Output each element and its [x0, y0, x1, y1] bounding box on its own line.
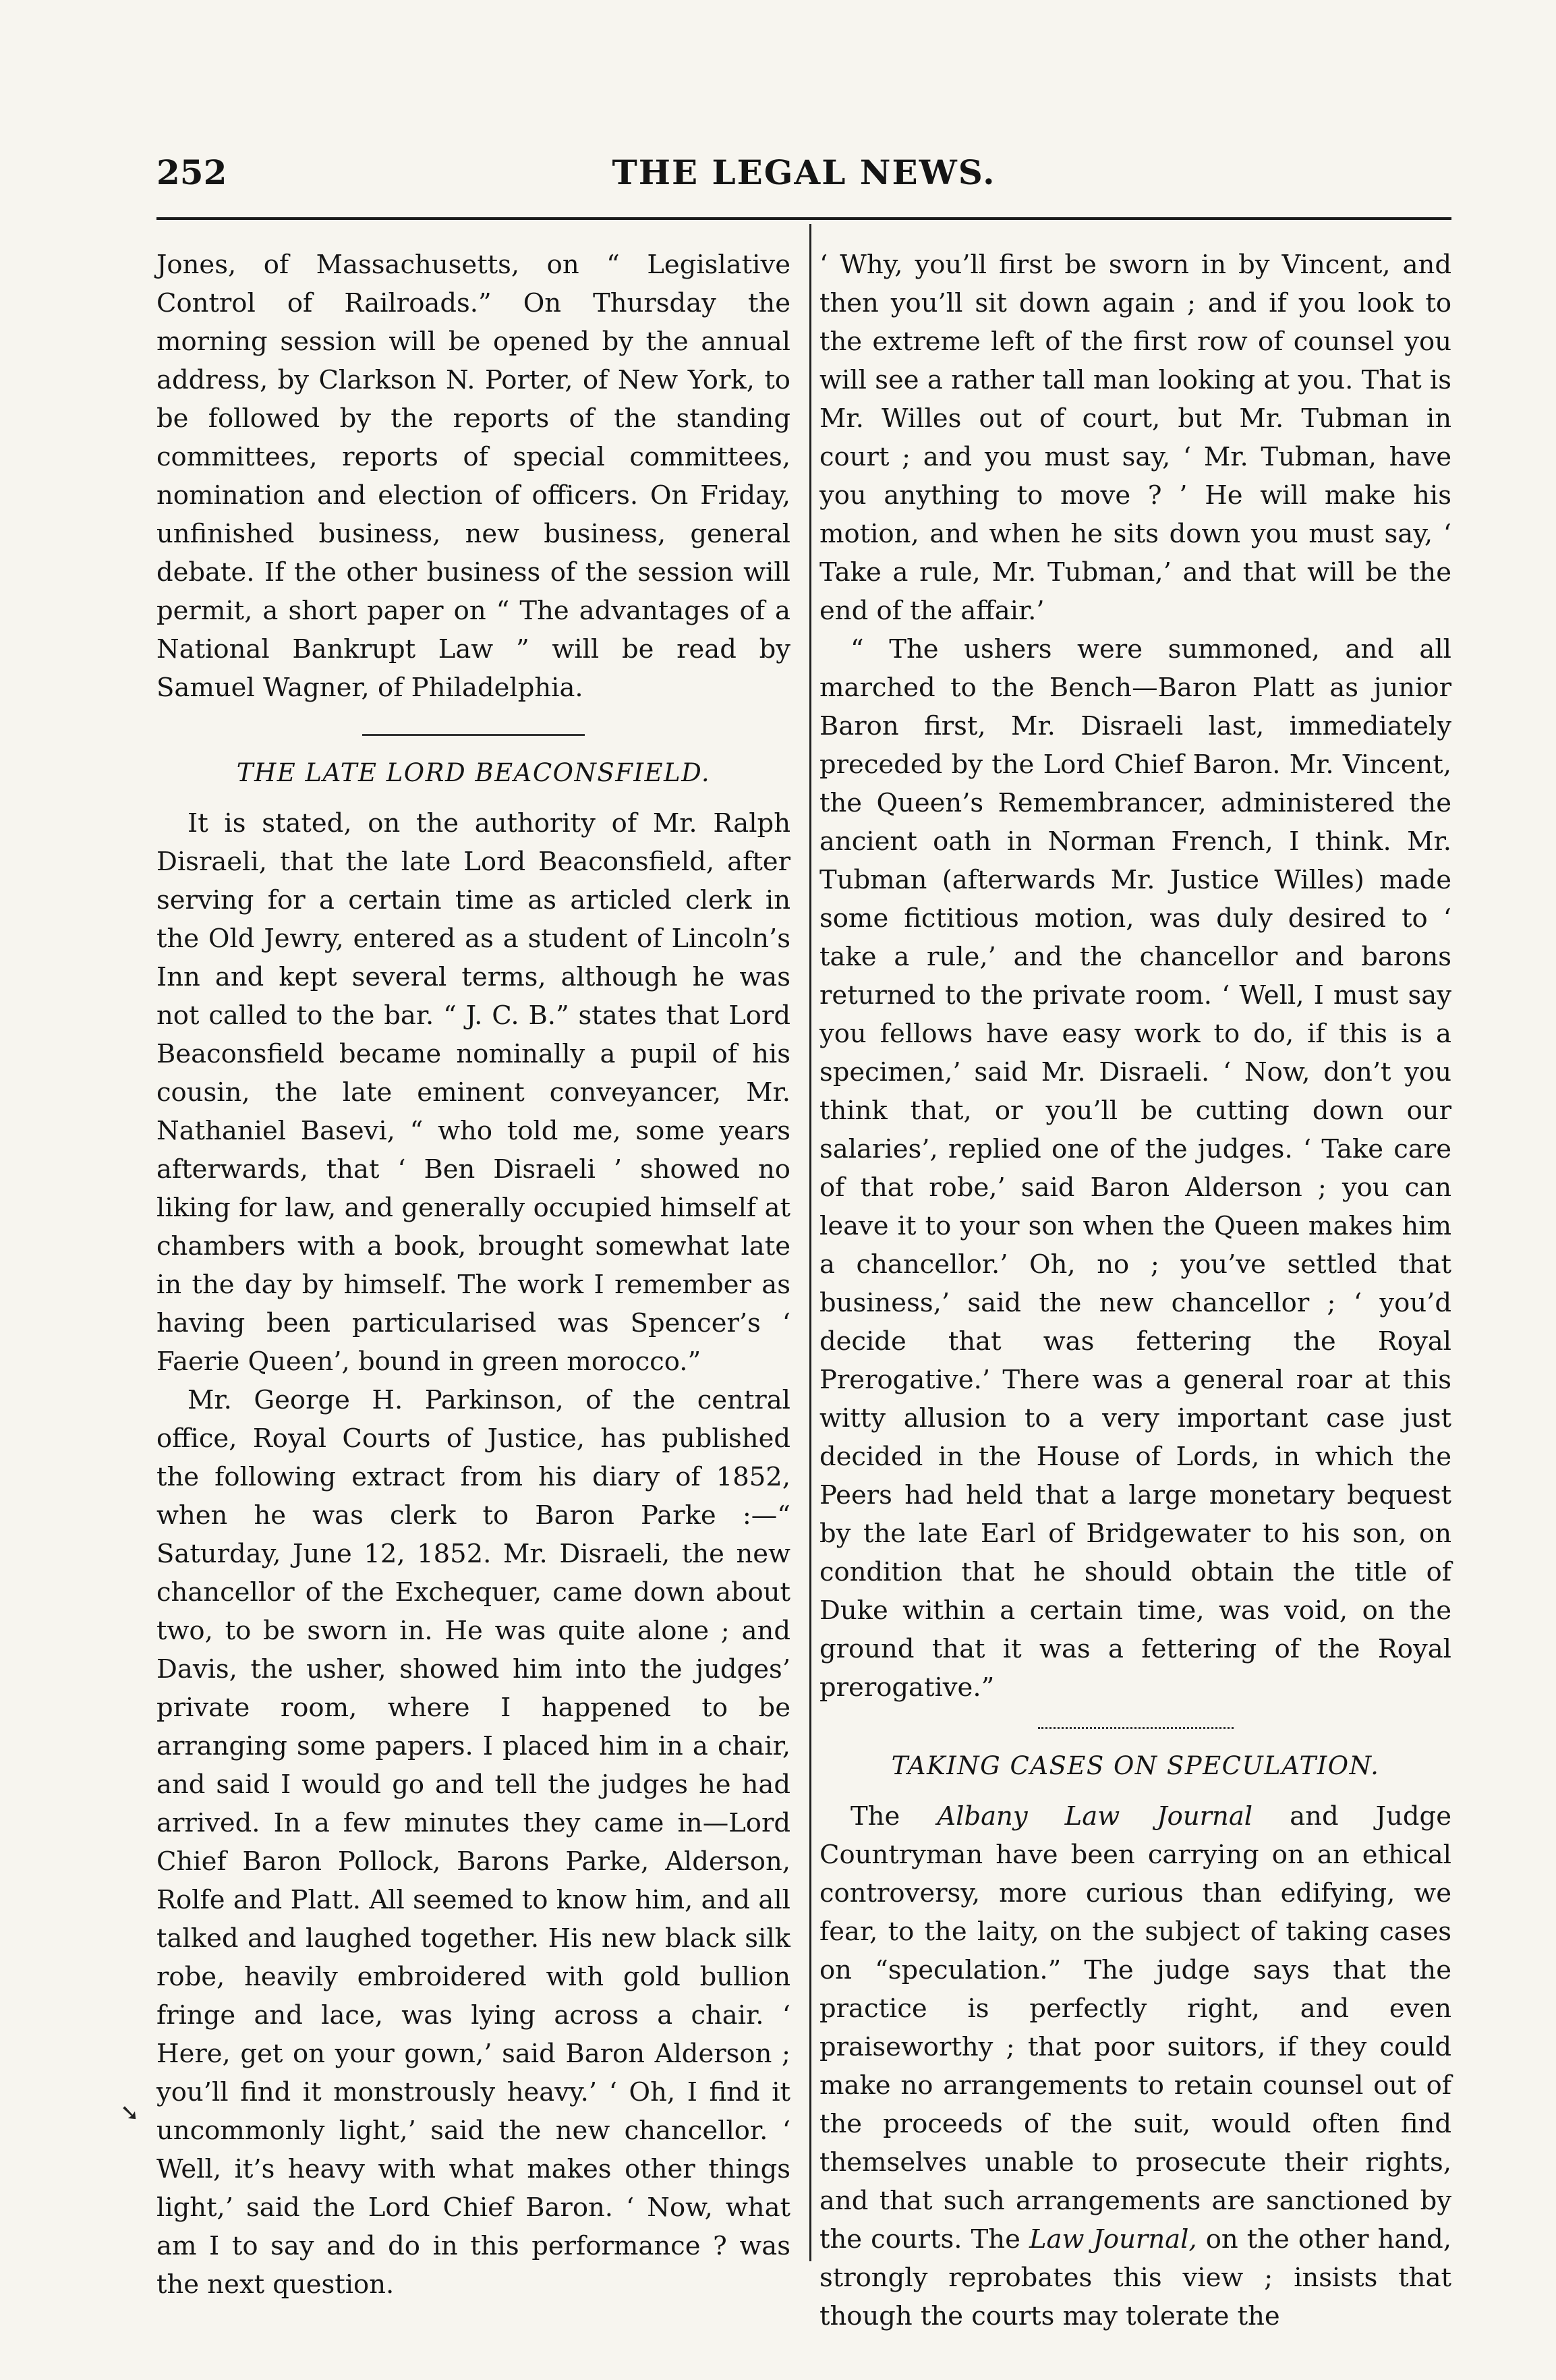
paragraph: It is stated, on the authority of Mr. Ralph Disraeli, that the late Lord Beaconsfield, after serving for a certain time as articled clerk in the Old Jewry, entered as a student of Lincoln’s Inn and kept several terms, although he was not called to the bar. “ J. C. B.” states that Lord Beaconsfield became nominally a pupil of his cousin, the late eminent conveyancer, Mr. Nathaniel Basevi, “ who told me, some years afterwards, that ‘ Ben Disraeli ’ showed no liking for law, and generally occupied himself at chambers with a book, brought somewhat late in the day by himself. The work I remember as having been particularised was Spencer’s ‘ Faerie Queen’, bound in green morocco.” [156, 808, 790, 1377]
margin-mark: ➘ [120, 2099, 140, 2126]
text-run: and Judge Countryman have been carrying on an ethical controversy, more curious than edifying, we fear, to the laity, on the subject of taking cases on “speculation.” The judge says that the practice is perfectly right, and even praiseworthy ; that poor suitors, if they could make no arrangements to retain counsel out of the proceeds of the suit, would often find themselves unable to prosecute their rights, and that such arrangements are sanctioned by the courts. The [819, 1801, 1451, 2255]
section-separator [362, 734, 585, 736]
section-title-beaconsfield: THE LATE LORD BEACONSFIELD. [236, 758, 711, 787]
right-column [819, 246, 1451, 2335]
section-separator [1038, 1727, 1234, 1729]
running-title: THE LEGAL NEWS. [612, 152, 996, 192]
journal-name-italic: Law Journal, [1029, 2224, 1197, 2255]
page-number: 252 [156, 152, 227, 192]
intro-paragraph: Jones, of Massachusetts, on “ Legislative Control of Railroads.” On Thursday the morning session will be opened by the annual address, by Clarkson N. Porter, of New York, to be followed by the reports of the standing committees, reports of special committees, nomination and election of officers. On Friday, unfinished business, new business, general debate. If the other business of the session will permit, a short paper on “ The advantages of a National Bankrupt Law ” will be read by Samuel Wagner, of Philadelphia. [156, 250, 790, 703]
text-run: The [851, 1801, 938, 1832]
section-title-speculation: TAKING CASES ON SPECULATION. [891, 1751, 1380, 1780]
text-run: on the other hand, strongly reprobates this view ; insists that though the courts may tolerate the [819, 2224, 1452, 2331]
paragraph-speculation [819, 1797, 1451, 2335]
paragraph: Mr. George H. Parkinson, of the central office, Royal Courts of Justice, has published the following extract from his diary of 1852, when he was clerk to Baron Parke :—“ Saturday, June 12, 1852. Mr. Disraeli, the new chancellor of the Exchequer, came down about two, to be sworn in. He was quite alone ; and Davis, the usher, showed him into the judges’ private room, where I happened to be arranging some papers. I placed him in a chair, and said I would go and tell the judges he had arrived. In a few minutes they came in—Lord Chief Baron Pollock, Barons Parke, Alderson, Rolfe and Platt. All seemed to know him, and all talked and laughed together. His new black silk robe, heavily embroidered with gold bullion fringe and lace, was lying across a chair. ‘ Here, get on your gown,’ said Baron Alderson ; you’ll find it monstrously heavy.’ ‘ Oh, I find it uncommonly light,’ said the new chancellor. ‘ Well, it’s heavy with what makes other things light,’ said the Lord Chief Baron. ‘ Now, what am I to say and do in this performance ? was the next question. [156, 1385, 790, 2300]
left-column [156, 246, 790, 2304]
page-header [156, 144, 1451, 198]
header-rule [156, 217, 1451, 220]
paragraph: “ The ushers were summoned, and all marched to the Bench—Baron Platt as junior Baron first, Mr. Disraeli last, immediately preceded by the Lord Chief Baron. Mr. Vincent, the Queen’s Remembrancer, administered the ancient oath in Norman French, I think. Mr. Tubman (afterwards Mr. Justice Willes) made some fictitious motion, was duly desired to ‘ take a rule,’ and the chancellor and barons returned to the private room. ‘ Well, I must say you fellows have easy work to do, if this is a specimen,’ said Mr. Disraeli. ‘ Now, don’t you think that, or you’ll be cutting down our salaries’, replied one of the judges. ‘ Take care of that robe,’ said Baron Alderson ; you can leave it to your son when the Queen makes him a chancellor.’ Oh, no ; you’ve settled that business,’ said the new chancellor ; ‘ you’d decide that was fettering the Royal Prerogative.’ There was a general roar at this witty allusion to a very important case just decided in the House of Lords, in which the Peers had held that a large monetary bequest by the late Earl of Bridgewater to his son, on condition that he should obtain the title of Duke within a certain time, was void, on the ground that it was a fettering of the Royal prerogative.” [819, 634, 1451, 1703]
journal-name-italic: Albany Law Journal [937, 1801, 1253, 1832]
column-divider [809, 224, 811, 2261]
paragraph: ‘ Why, you’ll first be sworn in by Vincent, and then you’ll sit down again ; and if you look to the extreme left of the first row of counsel you will see a rather tall man looking at you. That is Mr. Willes out of court, but Mr. Tubman in court ; and you must say, ‘ Mr. Tubman, have you anything to move ? ’ He will make his motion, and when he sits down you must say, ‘ Take a rule, Mr. Tubman,’ and that will be the end of the affair.’ [819, 250, 1451, 626]
